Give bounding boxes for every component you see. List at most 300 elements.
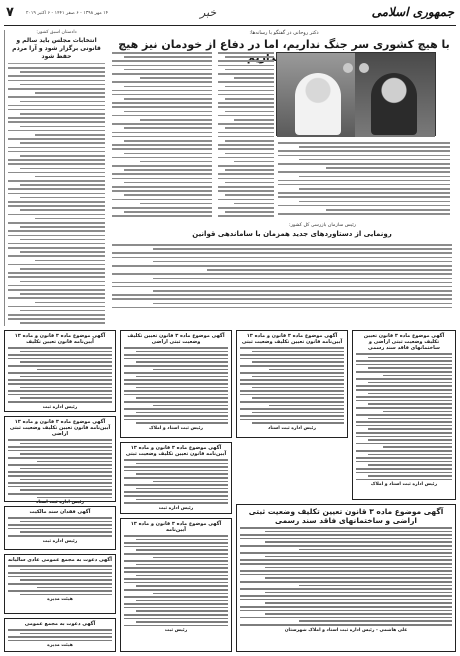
text-line xyxy=(136,351,228,353)
text-line xyxy=(153,369,228,371)
text-line xyxy=(240,606,452,608)
text-line xyxy=(356,443,452,445)
text-line xyxy=(234,161,274,163)
notice-body xyxy=(124,535,228,626)
text-line xyxy=(240,610,452,612)
text-line xyxy=(136,397,228,399)
text-line xyxy=(124,354,228,356)
text-line xyxy=(368,439,452,441)
text-line xyxy=(136,564,228,566)
text-line xyxy=(269,369,344,371)
text-line xyxy=(218,60,274,62)
text-line xyxy=(240,408,344,410)
text-line xyxy=(20,453,112,455)
emblem-icon xyxy=(359,63,369,73)
text-line xyxy=(225,111,274,113)
text-line xyxy=(8,214,105,216)
notice-title: آگهی موضوع ماده ۳ قانون و ماده ۱۳ آیین‌نامه قانون تعیین تکلیف وضعیت ثبتی xyxy=(241,333,343,345)
text-line xyxy=(356,385,452,387)
text-line xyxy=(37,587,112,589)
text-line xyxy=(8,314,105,316)
notice-body xyxy=(124,347,228,424)
text-line xyxy=(218,144,274,146)
text-line xyxy=(20,155,105,157)
text-line xyxy=(8,147,105,149)
text-line xyxy=(8,471,112,473)
notice-signature: رئیس اداره ثبت اسناد و املاک xyxy=(370,482,438,488)
notice-title: آگهی موضوع ماده ۳ قانون تعیین تکلیف وضعیت ثبتی اراضی و ساختمانهای فاقد سند رسمی xyxy=(363,333,445,351)
text-line xyxy=(240,401,344,403)
text-line xyxy=(136,539,228,541)
text-line xyxy=(153,593,228,595)
emblem-icon xyxy=(343,63,353,73)
notice-signature: رئیس اداره ثبت xyxy=(158,505,194,511)
sidebar-headline: انتخابات مجلس باید سالم و قانونی برگزار شود و آرا مردم حفظ شود xyxy=(8,37,105,64)
sub-article-kicker: رئیس سازمان بازرسی کل کشور: xyxy=(288,223,356,228)
text-line xyxy=(265,567,452,569)
text-line xyxy=(356,360,452,362)
text-line xyxy=(8,88,105,90)
text-line xyxy=(356,450,452,452)
text-line xyxy=(8,201,105,203)
text-line xyxy=(20,322,105,324)
text-line xyxy=(269,405,344,407)
text-line xyxy=(124,169,212,171)
text-line xyxy=(124,394,228,396)
text-line xyxy=(124,415,228,417)
text-line xyxy=(20,489,112,491)
text-line xyxy=(218,178,274,180)
text-line xyxy=(124,603,228,605)
text-line xyxy=(20,71,105,73)
text-line xyxy=(37,497,112,499)
text-line xyxy=(240,527,452,529)
text-line xyxy=(20,168,105,170)
text-line xyxy=(252,397,344,399)
notice-signature: رئیس اداره ثبت xyxy=(42,538,78,544)
text-line xyxy=(8,401,112,403)
text-line xyxy=(356,425,452,427)
text-line xyxy=(124,477,228,479)
text-line xyxy=(356,461,452,463)
notice-box xyxy=(120,442,232,514)
feature-photo xyxy=(276,52,436,136)
text-line xyxy=(278,171,450,173)
text-line xyxy=(112,273,452,275)
text-line xyxy=(20,293,105,295)
text-line xyxy=(8,121,105,123)
text-line xyxy=(136,376,228,378)
text-line xyxy=(8,629,112,631)
text-line xyxy=(240,379,344,381)
text-line xyxy=(124,111,212,113)
text-line xyxy=(225,98,274,100)
notice-title: آگهی دعوت به مجمع عمومی عادی سالیانه xyxy=(8,557,112,563)
text-line xyxy=(8,105,105,107)
text-line xyxy=(8,365,112,367)
text-line xyxy=(20,569,112,571)
text-line xyxy=(124,182,212,184)
notice-title: آگهی دعوت به مجمع عمومی xyxy=(24,621,96,627)
text-line xyxy=(8,163,105,165)
text-line xyxy=(20,113,105,115)
text-line xyxy=(234,119,274,121)
text-line xyxy=(124,553,228,555)
text-line xyxy=(112,173,212,175)
text-line xyxy=(112,265,452,267)
notice-body xyxy=(8,517,112,537)
text-line xyxy=(265,577,452,579)
text-line xyxy=(8,247,105,249)
text-line xyxy=(8,640,112,642)
text-line xyxy=(8,535,112,537)
text-line xyxy=(252,422,344,424)
notice-body xyxy=(8,347,112,403)
text-line xyxy=(153,405,228,407)
text-line xyxy=(240,559,452,561)
text-line xyxy=(112,60,212,62)
text-line xyxy=(20,84,105,86)
text-line xyxy=(356,378,452,380)
text-line xyxy=(136,549,228,551)
text-line xyxy=(37,369,112,371)
section-title: خبر xyxy=(200,6,217,19)
text-line xyxy=(252,376,344,378)
text-line xyxy=(278,150,450,152)
text-line xyxy=(124,618,228,620)
sub-article-body xyxy=(112,244,452,308)
text-line xyxy=(112,144,212,146)
text-line xyxy=(299,585,452,587)
text-line xyxy=(20,351,112,353)
text-line xyxy=(8,565,112,567)
text-line xyxy=(124,379,228,381)
text-line xyxy=(124,419,228,421)
feature-column-3 xyxy=(278,142,450,215)
text-line xyxy=(8,188,105,190)
text-line xyxy=(8,151,105,153)
text-line xyxy=(124,98,212,100)
text-line xyxy=(8,590,112,592)
feature-column-2 xyxy=(218,52,274,217)
notice-body xyxy=(356,353,452,480)
text-line xyxy=(299,159,450,161)
text-line xyxy=(20,531,112,533)
text-line xyxy=(240,552,452,554)
text-line xyxy=(240,595,452,597)
text-line xyxy=(368,475,452,477)
text-line xyxy=(218,73,274,75)
text-line xyxy=(240,394,344,396)
text-line xyxy=(124,390,228,392)
text-line xyxy=(240,563,452,565)
text-line xyxy=(356,414,452,416)
text-line xyxy=(326,167,450,169)
feature-kicker: دکتر روحانی در گفتگو با رسانه‌ها: xyxy=(249,30,319,36)
text-line xyxy=(240,624,452,626)
text-line xyxy=(112,90,212,92)
text-line xyxy=(240,574,452,576)
text-line xyxy=(368,403,452,405)
text-line xyxy=(153,481,228,483)
text-line xyxy=(8,276,105,278)
text-line xyxy=(8,117,105,119)
text-line xyxy=(368,418,452,420)
text-line xyxy=(218,123,274,125)
text-line xyxy=(153,278,452,280)
text-line xyxy=(136,600,228,602)
text-line xyxy=(20,239,105,241)
text-line xyxy=(8,482,112,484)
notice-body xyxy=(240,527,452,626)
text-line xyxy=(8,109,105,111)
text-line xyxy=(278,196,450,198)
notice-box-large xyxy=(236,504,456,652)
text-line xyxy=(8,285,105,287)
text-line xyxy=(368,393,452,395)
text-line xyxy=(207,269,452,271)
text-line xyxy=(225,211,274,213)
text-line xyxy=(124,491,228,493)
text-line xyxy=(124,365,228,367)
text-line xyxy=(218,199,274,201)
text-line xyxy=(240,617,452,619)
text-line xyxy=(8,222,105,224)
text-line xyxy=(225,56,274,58)
text-line xyxy=(218,115,274,117)
text-line xyxy=(112,106,212,108)
text-line xyxy=(8,289,105,291)
text-line xyxy=(112,123,212,125)
text-line xyxy=(265,541,452,543)
text-line xyxy=(124,625,228,627)
text-line xyxy=(218,90,274,92)
text-line xyxy=(136,387,228,389)
text-line xyxy=(112,294,452,296)
notice-signature: هیئت مدیره xyxy=(47,643,73,649)
notice-box xyxy=(4,330,116,412)
page-number: ۷ xyxy=(6,5,14,20)
feature-column-1 xyxy=(112,52,212,217)
notice-body xyxy=(8,629,112,641)
text-line xyxy=(112,81,212,83)
text-line xyxy=(20,468,112,470)
text-line xyxy=(8,347,112,349)
text-line xyxy=(8,583,112,585)
text-line xyxy=(112,244,452,246)
notice-title: آگهی موضوع ماده ۳ قانون تعیین تکلیف وضعیت ثبتی اراضی و ساختمانهای فاقد سند رسمی xyxy=(248,507,444,525)
notice-signature: رئیس اداره ثبت xyxy=(42,404,78,410)
text-line xyxy=(124,589,228,591)
notice-title: آگهی موضوع ماده ۳ قانون و ماده ۱۳ آیین‌نامه قانون تعیین تکلیف وضعیت ثبتی xyxy=(125,445,227,457)
notice-signature: علی هاشمی - رئیس اداره ثبت اسناد و املاک شهرستان xyxy=(284,627,408,633)
text-line xyxy=(124,607,228,609)
text-line xyxy=(8,297,105,299)
text-line xyxy=(368,367,452,369)
text-line xyxy=(153,303,452,305)
text-line xyxy=(240,358,344,360)
text-line xyxy=(240,538,452,540)
text-line xyxy=(112,157,212,159)
text-line xyxy=(356,432,452,434)
text-line xyxy=(112,307,452,309)
text-line xyxy=(225,153,274,155)
text-line xyxy=(252,351,344,353)
text-line xyxy=(368,428,452,430)
text-line xyxy=(218,148,274,150)
text-line xyxy=(252,361,344,363)
notice-box xyxy=(120,330,232,438)
text-line xyxy=(8,159,105,161)
text-line xyxy=(124,127,212,129)
text-line xyxy=(124,582,228,584)
feature-headline: با هیچ کشوری سر جنگ نداریم، اما در دفاع از خودمان نیز هیچ xyxy=(118,38,450,51)
text-line xyxy=(368,382,452,384)
text-line xyxy=(20,251,105,253)
person-figure xyxy=(371,73,417,135)
text-line xyxy=(356,479,452,481)
text-line xyxy=(8,138,105,140)
notice-signature: هیئت مدیره xyxy=(47,597,73,603)
text-line xyxy=(20,268,105,270)
sidebar-body-text xyxy=(8,67,105,324)
text-line xyxy=(265,602,452,604)
notice-box xyxy=(236,330,348,438)
masthead xyxy=(4,4,456,26)
notice-body xyxy=(124,459,228,504)
text-line xyxy=(136,412,228,414)
notice-body xyxy=(8,565,112,595)
text-line xyxy=(218,81,274,83)
text-line xyxy=(124,211,212,213)
notice-title: آگهی موضوع ماده ۳ قانون و ماده ۱۳ آیین‌نامه قانون تعیین تکلیف xyxy=(14,333,106,345)
text-line xyxy=(35,92,105,94)
text-line xyxy=(20,142,105,144)
text-line xyxy=(8,524,112,526)
text-line xyxy=(240,365,344,367)
text-line xyxy=(225,86,274,88)
text-line xyxy=(124,86,212,88)
notice-title: آگهی موضوع ماده ۳ قانون و ماده ۱۳ آیین‌نامه قانون تعیین تکلیف وضعیت ثبتی اراضی xyxy=(9,419,111,437)
text-line xyxy=(356,472,452,474)
text-line xyxy=(8,517,112,519)
text-line xyxy=(20,126,105,128)
text-line xyxy=(8,193,105,195)
text-line xyxy=(278,192,450,194)
notice-title: آگهی موضوع ماده ۳ قانون و ماده ۱۳ آیین‌نامه xyxy=(130,521,222,533)
text-line xyxy=(140,161,212,163)
text-line xyxy=(299,201,450,203)
text-line xyxy=(8,394,112,396)
text-line xyxy=(112,207,212,209)
text-line xyxy=(124,56,212,58)
text-line xyxy=(112,65,212,67)
text-line xyxy=(124,495,228,497)
text-line xyxy=(136,473,228,475)
text-line xyxy=(299,146,450,148)
text-line xyxy=(124,571,228,573)
text-line xyxy=(8,264,105,266)
text-line xyxy=(124,560,228,562)
text-line xyxy=(8,358,112,360)
notice-title: آگهی فقدان سند مالکیت xyxy=(29,509,91,515)
text-line xyxy=(383,375,452,377)
text-line xyxy=(124,153,212,155)
notice-box xyxy=(4,618,116,652)
text-line xyxy=(356,407,452,409)
text-line xyxy=(278,142,450,144)
text-line xyxy=(8,475,112,477)
text-line xyxy=(112,165,212,167)
text-line xyxy=(240,599,452,601)
text-line xyxy=(112,257,452,259)
text-line xyxy=(368,454,452,456)
text-line xyxy=(218,106,274,108)
text-line xyxy=(124,401,228,403)
text-line xyxy=(20,310,105,312)
text-line xyxy=(8,493,112,495)
text-line xyxy=(20,184,105,186)
text-line xyxy=(124,502,228,504)
notice-box xyxy=(4,506,116,550)
sidebar-column xyxy=(4,30,108,326)
text-line xyxy=(124,535,228,537)
notice-body xyxy=(8,439,112,498)
text-line xyxy=(8,230,105,232)
text-line xyxy=(278,163,450,165)
text-line xyxy=(124,408,228,410)
text-line xyxy=(8,383,112,385)
feature-article xyxy=(112,30,456,326)
text-line xyxy=(112,136,212,138)
text-line xyxy=(218,136,274,138)
text-line xyxy=(112,186,212,188)
text-line xyxy=(124,578,228,580)
dateline: ۱۴ مهر ۱۳۹۸ - ۶ صفر ۱۴۴۱ - ۶ اکتبر ۲۰۱۹ xyxy=(26,11,109,16)
text-line xyxy=(8,243,105,245)
text-line xyxy=(20,197,105,199)
text-line xyxy=(8,572,112,574)
text-line xyxy=(140,203,212,205)
text-line xyxy=(240,545,452,547)
text-line xyxy=(218,190,274,192)
newspaper-page xyxy=(4,4,456,652)
text-line xyxy=(299,549,452,551)
text-line xyxy=(356,389,452,391)
text-line xyxy=(218,65,274,67)
text-line xyxy=(20,397,112,399)
newspaper-logo: جمهوری اسلامی xyxy=(371,5,454,19)
text-line xyxy=(240,581,452,583)
text-line xyxy=(20,209,105,211)
text-line xyxy=(278,155,450,157)
text-line xyxy=(240,372,344,374)
text-line xyxy=(8,172,105,174)
text-line xyxy=(124,484,228,486)
text-line xyxy=(124,140,212,142)
text-line xyxy=(112,178,212,180)
notice-signature: رئیس ثبت xyxy=(164,628,188,634)
text-line xyxy=(278,213,450,215)
text-line xyxy=(20,101,105,103)
text-line xyxy=(240,415,344,417)
text-line xyxy=(8,528,112,530)
text-line xyxy=(153,290,452,292)
text-line xyxy=(8,67,105,69)
notice-signature: رئیس اداره ثبت اسناد xyxy=(36,500,84,506)
notice-signature: رئیس ثبت اسناد و املاک xyxy=(149,426,203,432)
text-line xyxy=(136,488,228,490)
